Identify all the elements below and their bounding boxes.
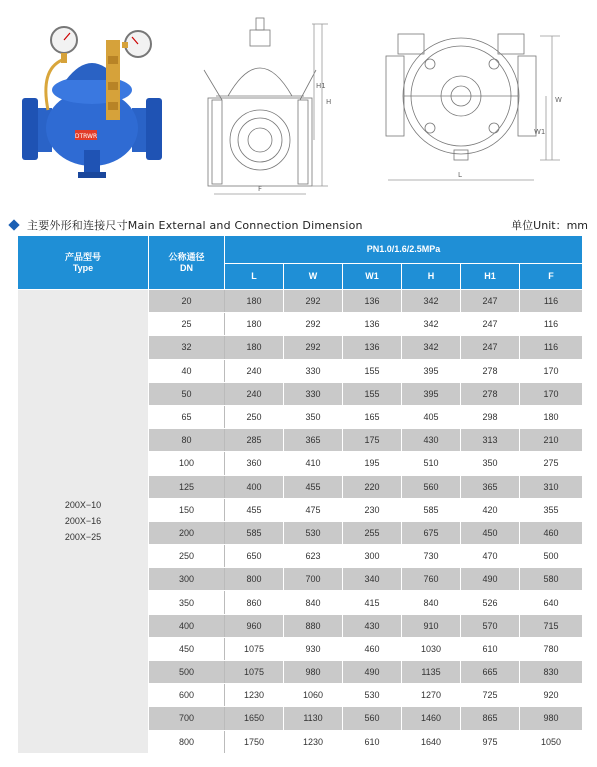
value-cell: 1135 — [402, 661, 461, 684]
value-cell: 180 — [520, 405, 583, 428]
value-cell: 475 — [284, 498, 343, 521]
value-cell: 155 — [343, 359, 402, 382]
header-col-w1: W1 — [343, 264, 402, 290]
value-cell: 675 — [402, 521, 461, 544]
type-name: 200X−10 — [64, 500, 102, 511]
value-cell: 342 — [402, 336, 461, 359]
header-col-h: H — [402, 264, 461, 290]
dn-cell: 400 — [149, 614, 225, 637]
dn-cell: 20 — [149, 290, 225, 313]
value-cell: 116 — [520, 313, 583, 336]
section-title: 主要外形和连接尺寸Main External and Connection Dimension — [27, 219, 363, 232]
value-cell: 1030 — [402, 637, 461, 660]
dn-cell: 65 — [149, 405, 225, 428]
value-cell: 247 — [461, 336, 520, 359]
dn-cell: 40 — [149, 359, 225, 382]
value-cell: 715 — [520, 614, 583, 637]
value-cell: 350 — [461, 452, 520, 475]
diamond-bullet-icon — [8, 219, 19, 230]
value-cell: 530 — [343, 684, 402, 707]
dn-cell: 25 — [149, 313, 225, 336]
value-cell: 1060 — [284, 684, 343, 707]
value-cell: 240 — [225, 359, 284, 382]
value-cell: 860 — [225, 591, 284, 614]
value-cell: 210 — [520, 429, 583, 452]
value-cell: 360 — [225, 452, 284, 475]
value-cell: 1075 — [225, 637, 284, 660]
value-cell: 490 — [343, 661, 402, 684]
value-cell: 910 — [402, 614, 461, 637]
value-cell: 247 — [461, 313, 520, 336]
unit-label: 单位Unit：mm — [511, 219, 588, 232]
value-cell: 220 — [343, 475, 402, 498]
value-cell: 585 — [402, 498, 461, 521]
value-cell: 165 — [343, 405, 402, 428]
value-cell: 247 — [461, 290, 520, 313]
dn-cell: 800 — [149, 730, 225, 753]
value-cell: 342 — [402, 313, 461, 336]
dn-cell: 100 — [149, 452, 225, 475]
header-col-h1: H1 — [461, 264, 520, 290]
value-cell: 760 — [402, 568, 461, 591]
value-cell: 400 — [225, 475, 284, 498]
value-cell: 350 — [284, 405, 343, 428]
value-cell: 920 — [520, 684, 583, 707]
value-cell: 526 — [461, 591, 520, 614]
value-cell: 240 — [225, 382, 284, 405]
value-cell: 930 — [284, 637, 343, 660]
value-cell: 1075 — [225, 661, 284, 684]
header-pressure: PN1.0/1.6/2.5MPa — [225, 236, 583, 264]
value-cell: 975 — [461, 730, 520, 753]
dn-cell: 80 — [149, 429, 225, 452]
dn-cell: 125 — [149, 475, 225, 498]
value-cell: 195 — [343, 452, 402, 475]
value-cell: 1270 — [402, 684, 461, 707]
top-view-drawing — [386, 34, 560, 180]
value-cell: 980 — [284, 661, 343, 684]
dn-cell: 450 — [149, 637, 225, 660]
value-cell: 170 — [520, 382, 583, 405]
value-cell: 275 — [520, 452, 583, 475]
value-cell: 292 — [284, 313, 343, 336]
top-label-w1: W1 — [534, 128, 546, 136]
header-col-f: F — [520, 264, 583, 290]
value-cell: 1460 — [402, 707, 461, 730]
value-cell: 230 — [343, 498, 402, 521]
value-cell: 1130 — [284, 707, 343, 730]
value-cell: 292 — [284, 290, 343, 313]
value-cell: 1230 — [284, 730, 343, 753]
value-cell: 1650 — [225, 707, 284, 730]
dn-cell: 600 — [149, 684, 225, 707]
value-cell: 310 — [520, 475, 583, 498]
value-cell: 410 — [284, 452, 343, 475]
dn-cell: 500 — [149, 661, 225, 684]
dimension-table — [17, 235, 583, 754]
value-cell: 700 — [284, 568, 343, 591]
type-cell — [18, 290, 149, 754]
value-cell: 960 — [225, 614, 284, 637]
value-cell: 725 — [461, 684, 520, 707]
value-cell: 560 — [343, 707, 402, 730]
value-cell: 865 — [461, 707, 520, 730]
type-name: 200X−16 — [64, 516, 102, 527]
value-cell: 880 — [284, 614, 343, 637]
value-cell: 405 — [402, 405, 461, 428]
value-cell: 340 — [343, 568, 402, 591]
valve-photo — [22, 27, 162, 178]
header-dn: 公称通径 DN — [149, 236, 225, 290]
value-cell: 180 — [225, 290, 284, 313]
dn-cell: 200 — [149, 521, 225, 544]
value-cell: 116 — [520, 336, 583, 359]
value-cell: 180 — [225, 313, 284, 336]
dn-cell: 350 — [149, 591, 225, 614]
value-cell: 175 — [343, 429, 402, 452]
value-cell: 395 — [402, 382, 461, 405]
value-cell: 800 — [225, 568, 284, 591]
value-cell: 980 — [520, 707, 583, 730]
value-cell: 250 — [225, 405, 284, 428]
value-cell: 780 — [520, 637, 583, 660]
dn-cell: 250 — [149, 545, 225, 568]
value-cell: 136 — [343, 313, 402, 336]
value-cell: 430 — [343, 614, 402, 637]
value-cell: 730 — [402, 545, 461, 568]
header-col-w: W — [284, 264, 343, 290]
value-cell: 155 — [343, 382, 402, 405]
table-row — [18, 290, 583, 313]
value-cell: 136 — [343, 336, 402, 359]
value-cell: 580 — [520, 568, 583, 591]
dn-cell: 32 — [149, 336, 225, 359]
value-cell: 342 — [402, 290, 461, 313]
dn-cell: 50 — [149, 382, 225, 405]
value-cell: 300 — [343, 545, 402, 568]
top-label-w: W — [555, 96, 562, 104]
value-cell: 180 — [225, 336, 284, 359]
value-cell: 640 — [520, 591, 583, 614]
dn-cell: 150 — [149, 498, 225, 521]
value-cell: 570 — [461, 614, 520, 637]
value-cell: 278 — [461, 382, 520, 405]
value-cell: 255 — [343, 521, 402, 544]
value-cell: 136 — [343, 290, 402, 313]
value-cell: 460 — [343, 637, 402, 660]
value-cell: 365 — [284, 429, 343, 452]
value-cell: 1640 — [402, 730, 461, 753]
dn-cell: 300 — [149, 568, 225, 591]
value-cell: 460 — [520, 521, 583, 544]
value-cell: 430 — [402, 429, 461, 452]
value-cell: 355 — [520, 498, 583, 521]
header-type: 产品型号 Type — [18, 236, 149, 290]
value-cell: 490 — [461, 568, 520, 591]
value-cell: 395 — [402, 359, 461, 382]
photo-brand-label: DTRWR — [74, 133, 98, 140]
value-cell: 530 — [284, 521, 343, 544]
value-cell: 610 — [461, 637, 520, 660]
value-cell: 292 — [284, 336, 343, 359]
value-cell: 610 — [343, 730, 402, 753]
value-cell: 420 — [461, 498, 520, 521]
value-cell: 470 — [461, 545, 520, 568]
value-cell: 623 — [284, 545, 343, 568]
value-cell: 500 — [520, 545, 583, 568]
product-figures — [0, 0, 597, 205]
value-cell: 170 — [520, 359, 583, 382]
value-cell: 455 — [284, 475, 343, 498]
side-label-f: F — [258, 185, 263, 193]
value-cell: 840 — [402, 591, 461, 614]
value-cell: 298 — [461, 405, 520, 428]
side-label-h1: H1 — [316, 82, 326, 90]
section-header — [8, 216, 588, 234]
value-cell: 1230 — [225, 684, 284, 707]
value-cell: 278 — [461, 359, 520, 382]
value-cell: 415 — [343, 591, 402, 614]
side-label-h: H — [326, 98, 332, 106]
value-cell: 840 — [284, 591, 343, 614]
value-cell: 1050 — [520, 730, 583, 753]
value-cell: 330 — [284, 382, 343, 405]
value-cell: 830 — [520, 661, 583, 684]
top-label-l: L — [458, 171, 462, 179]
value-cell: 585 — [225, 521, 284, 544]
value-cell: 560 — [402, 475, 461, 498]
value-cell: 1750 — [225, 730, 284, 753]
header-col-l: L — [225, 264, 284, 290]
side-view-drawing — [204, 18, 328, 194]
value-cell: 450 — [461, 521, 520, 544]
value-cell: 365 — [461, 475, 520, 498]
value-cell: 313 — [461, 429, 520, 452]
value-cell: 285 — [225, 429, 284, 452]
value-cell: 330 — [284, 359, 343, 382]
value-cell: 116 — [520, 290, 583, 313]
type-name: 200X−25 — [64, 532, 102, 543]
value-cell: 650 — [225, 545, 284, 568]
value-cell: 510 — [402, 452, 461, 475]
value-cell: 455 — [225, 498, 284, 521]
dn-cell: 700 — [149, 707, 225, 730]
value-cell: 665 — [461, 661, 520, 684]
